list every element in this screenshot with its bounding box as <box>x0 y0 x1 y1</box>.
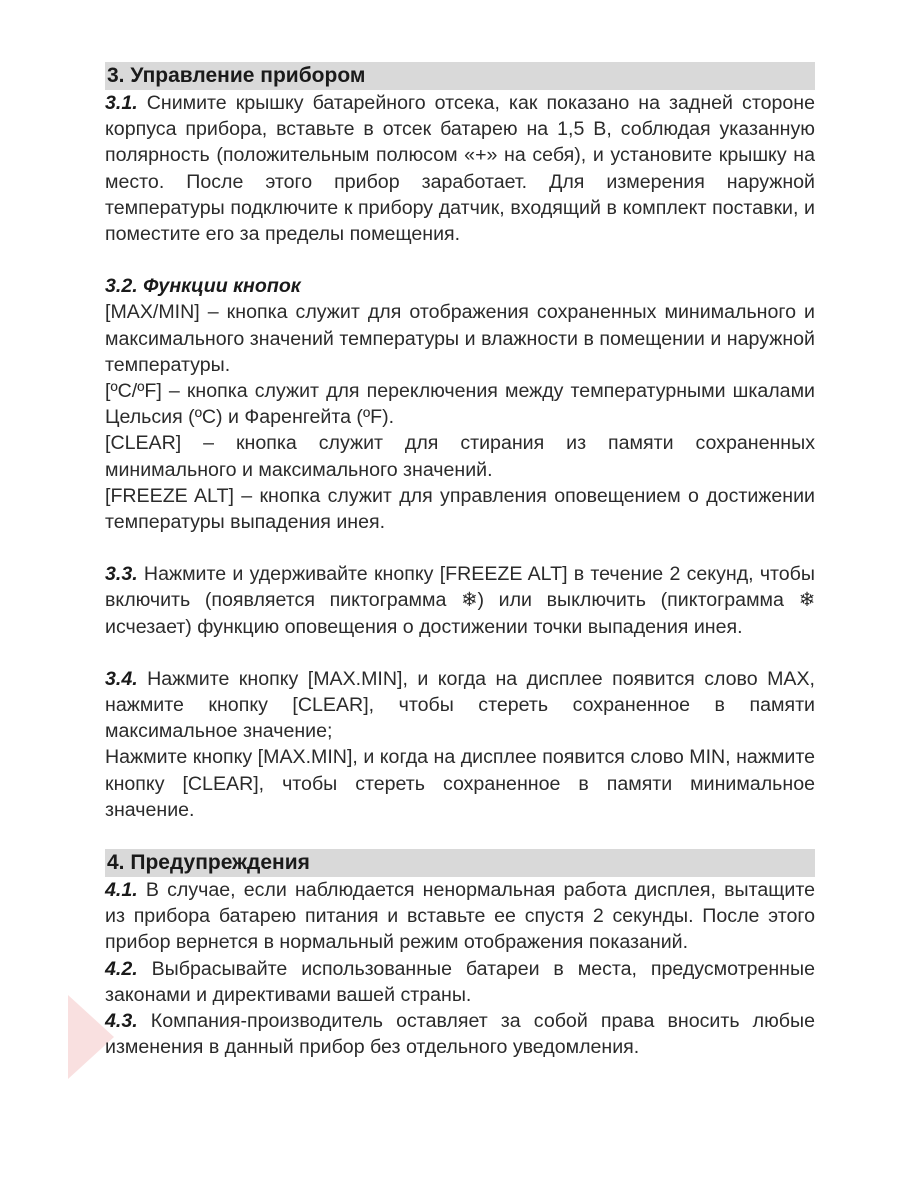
paragraph-4-1 <box>105 877 815 956</box>
section-4-title: 4. Предупреждения <box>105 849 815 877</box>
button-function-celsius-fahrenheit: [ºC/ºF] – кнопка служит для переключения между температурными шкалами Цельсия (ºC) и Фаренгейта (ºF). <box>105 380 815 429</box>
paragraph-3-4-number: 3.4. <box>105 667 138 690</box>
paragraph-3-4-text: Нажмите кнопку [MAX.MIN], и когда на дисплее появится слово MAX, нажмите кнопку [CLEAR], чтобы стереть сохраненное в памяти максимальное значение; <box>105 667 815 743</box>
paragraph-4-3-text: Компания-производитель оставляет за собой права вносить любые изменения в данный прибор без отдельного уведомления. <box>105 1010 815 1059</box>
section-3-title: 3. Управление прибором <box>105 62 815 90</box>
paragraph-3-3 <box>105 561 815 640</box>
paragraph-4-2 <box>105 956 815 1008</box>
paragraph-3-3-text: Нажмите и удерживайте кнопку [FREEZE ALT] в течение 2 секунд, чтобы включить (появляется пиктограмма ❄) или выключить (пиктограмма ❄ исчезает) функцию оповещения о достижении точки выпадения инея. <box>105 563 815 638</box>
subsection-3-2-title: 3.2. Функции кнопок <box>105 275 301 298</box>
paragraph-4-3-number: 4.3. <box>105 1010 138 1033</box>
paragraph-3-4 <box>105 666 815 745</box>
paragraph-3-4-continued: Нажмите кнопку [MAX.MIN], и когда на дисплее появится слово MIN, нажмите кнопку [CLEAR], чтобы стереть сохраненное в памяти минимальное значение. <box>105 746 815 821</box>
paragraph-4-2-number: 4.2. <box>105 957 138 980</box>
paragraph-4-2-text: Выбрасывайте использованные батареи в места, предусмотренные законами и директивами вашей страны. <box>105 957 815 1006</box>
paragraph-3-1-number: 3.1. <box>105 92 138 114</box>
paragraph-3-3-number: 3.3. <box>105 563 138 586</box>
paragraph-4-1-text: В случае, если наблюдается ненормальная работа дисплея, вытащите из прибора батарею питания и вставьте ее спустя 2 секунды. После этого прибор вернется в нормальный режим отображения показаний. <box>105 879 815 954</box>
button-function-freeze-alt: [FREEZE ALT] – кнопка служит для управления оповещением о достижении температуры выпадения инея. <box>105 484 815 534</box>
paragraph-3-1-text: Снимите крышку батарейного отсека, как показано на задней стороне корпуса прибора, вставьте в отсек батарею на 1,5 В, соблюдая указанную полярность (положительным полюсом «+» на себя), и установите крышку на место. После этого прибор заработает. Для измерения наружной температуры подключите к прибору датчик, входящий в комплект поставки, и поместите его за пределы помещения. <box>105 92 815 246</box>
document-page <box>105 62 815 1061</box>
paragraph-4-3 <box>105 1008 815 1060</box>
paragraph-4-1-number: 4.1. <box>105 879 138 902</box>
button-function-clear: [CLEAR] – кнопка служит для стирания из памяти сохраненных минимального и максимального значений. <box>105 432 815 481</box>
paragraph-3-1 <box>105 90 815 247</box>
button-function-max-min: [MAX/MIN] – кнопка служит для отображения сохраненных минимального и максимального значений температуры и влажности в помещении и наружной температуры. <box>105 301 815 376</box>
